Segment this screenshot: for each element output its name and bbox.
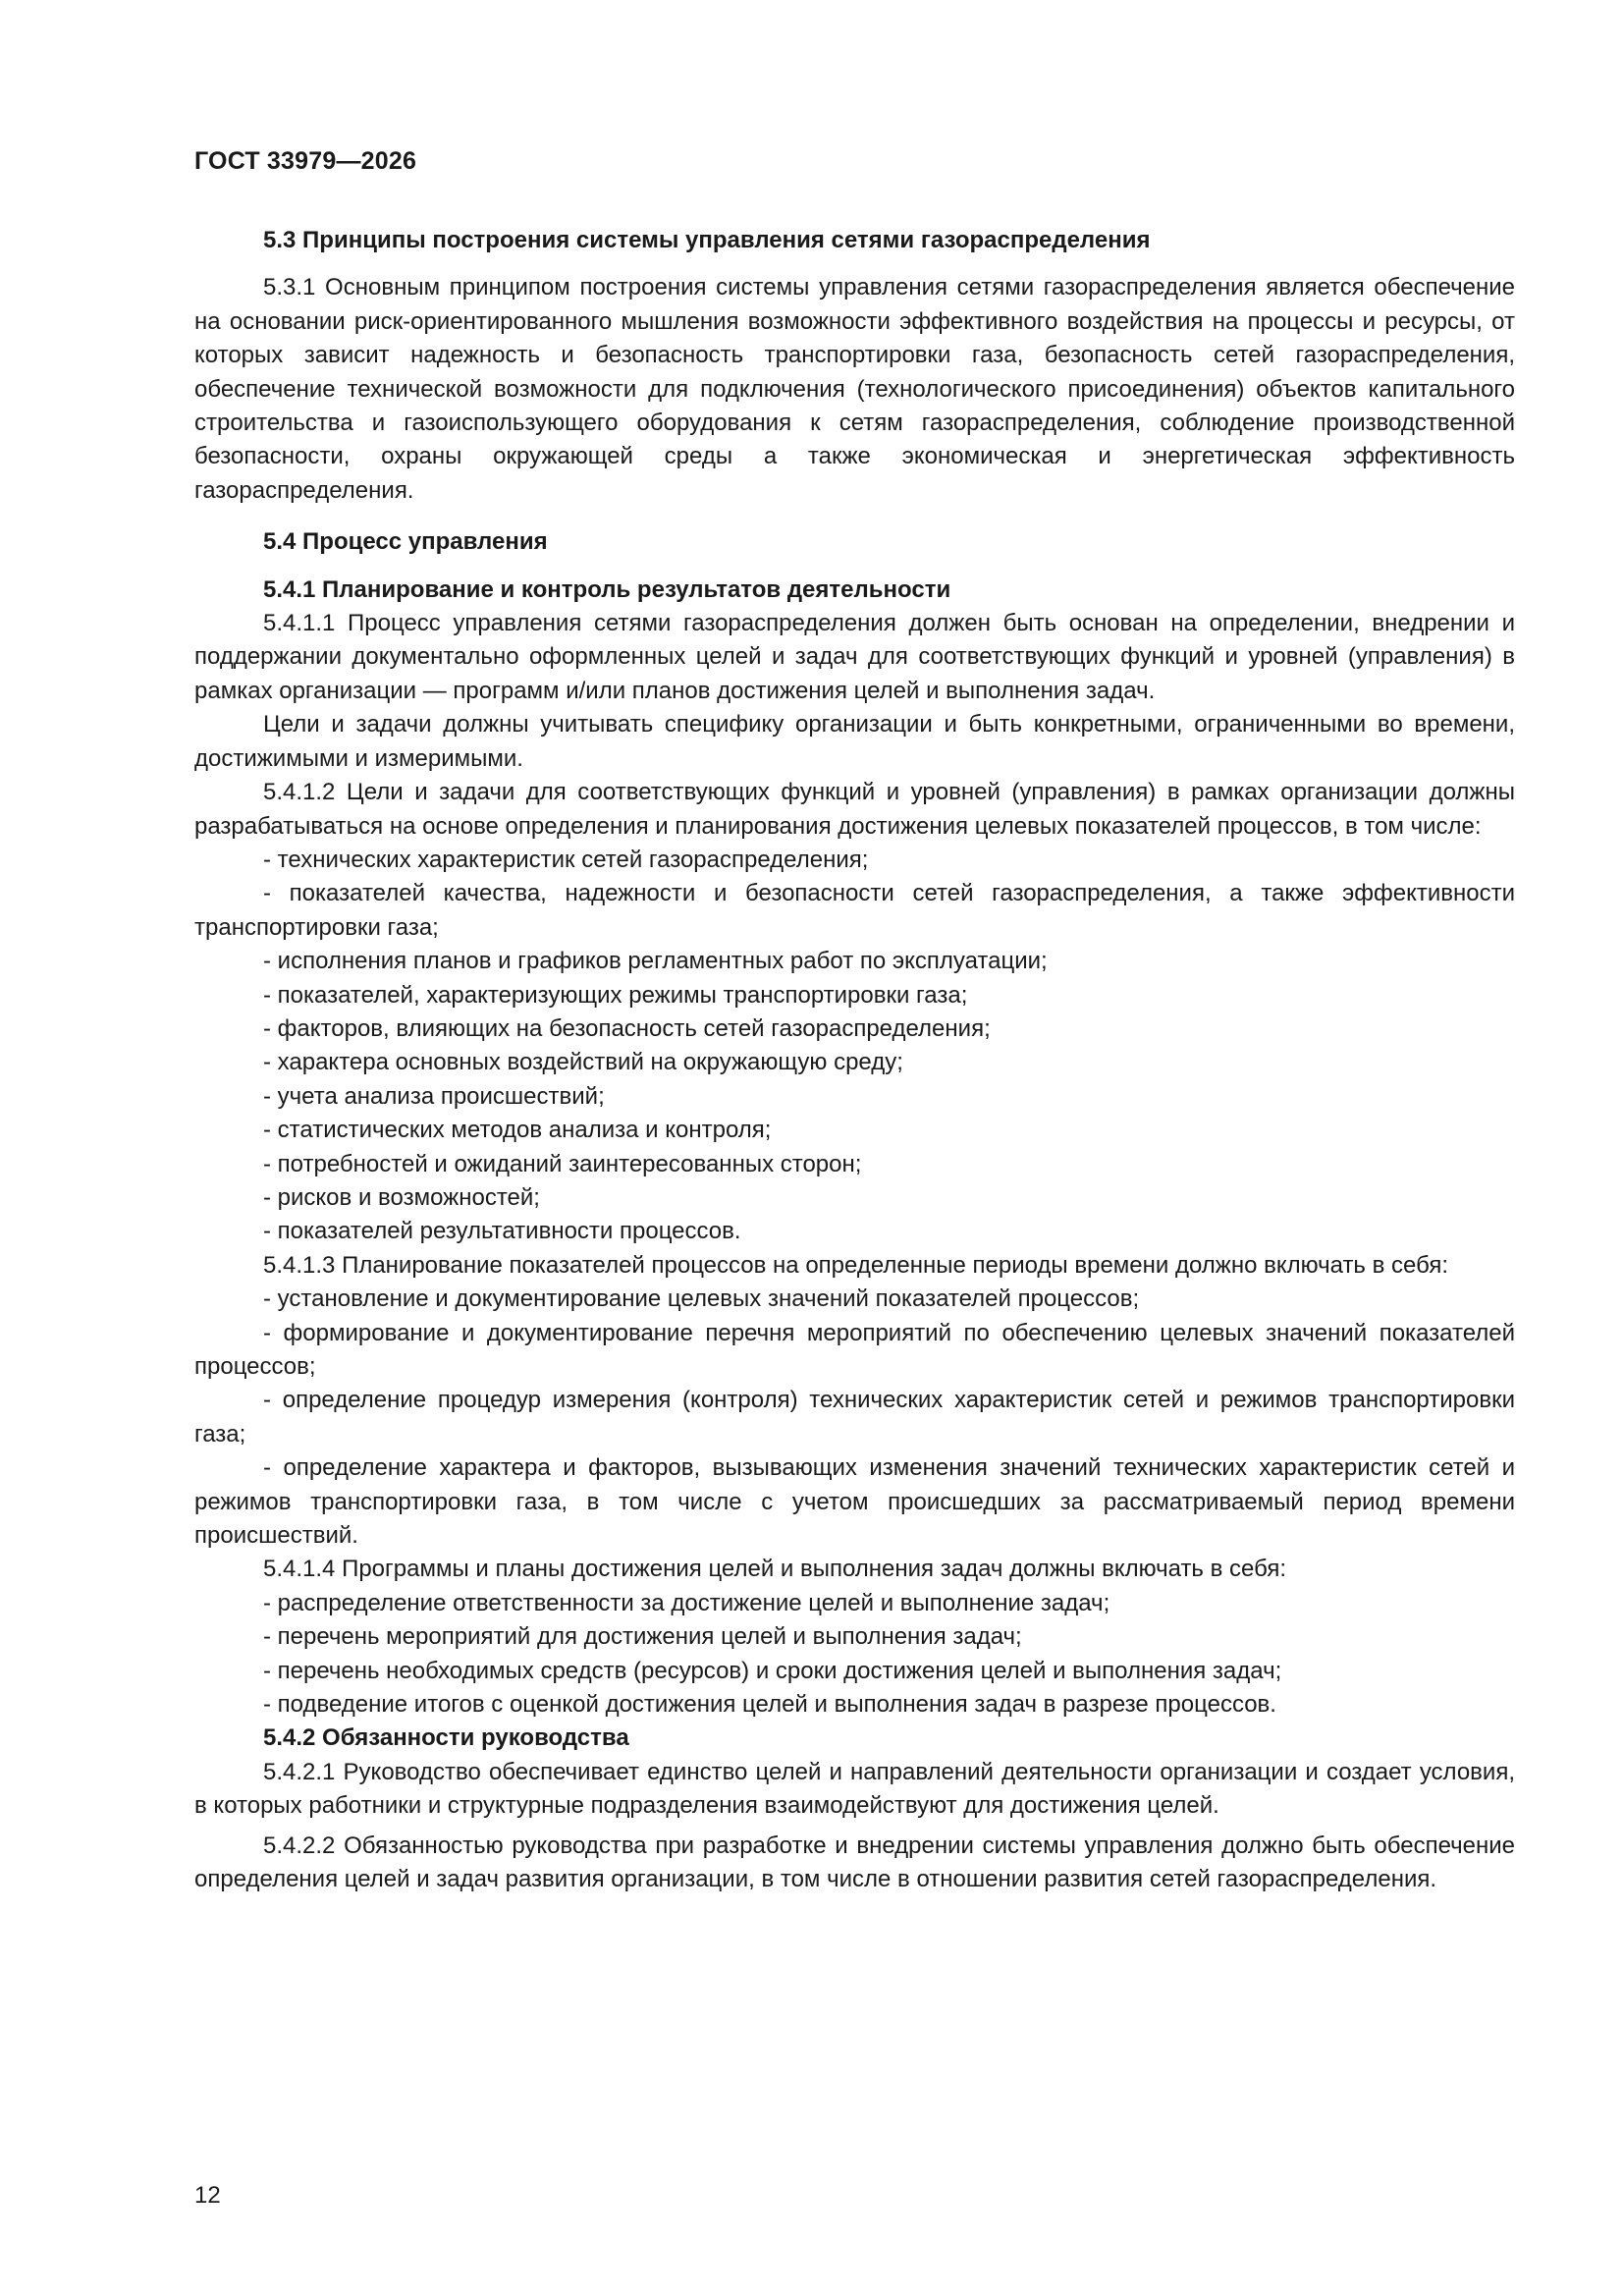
list-item: - учета анализа происшествий; [263,1082,605,1110]
list-item: - формирование и документирование перечня мероприятий по обеспечению целевых значений показателей процессов; [194,1319,1515,1380]
list-item: - распределение ответственности за достижение целей и выполнение задач; [263,1589,1110,1616]
section-5-3-heading: 5.3 Принципы построения системы управления сетями газораспределения [263,227,1151,253]
list-item: - определение характера и факторов, вызывающих изменения значений технических характеристик сетей и режимов транспортировки газа, в том числе с учетом происшедших за рассматриваемый период времени происшествий. [194,1454,1515,1550]
list-item: - установление и документирование целевых значений показателей процессов; [263,1285,1140,1313]
list-item: - статистических методов анализа и контроля; [263,1117,772,1144]
list-item: - определение процедур измерения (контроля) технических характеристик сетей и режимов транспортировки газа; [194,1387,1515,1448]
section-5-4-heading: 5.4 Процесс управления [263,528,548,556]
list-item: - подведение итогов с оценкой достижения целей и выполнения задач в разрезе процессов. [263,1691,1276,1719]
list-5-4-1-2 [194,844,1515,1249]
list-item: - перечень мероприятий для достижения целей и выполнения задач; [263,1623,1022,1651]
list-item: - исполнения планов и графиков регламентных работ по эксплуатации; [263,948,1048,975]
paragraph-5-4-1-2: 5.4.1.2 Цели и задачи для соответствующих функций и уровней (управления) в рамках организации должны разрабатываться на основе определения и планирования достижения целевых показателей процессов, в том числе: [194,779,1515,840]
document-body [194,224,1515,1897]
list-item: - перечень необходимых средств (ресурсов) и сроки достижения целей и выполнения задач; [263,1657,1282,1684]
paragraph-5-4-1-1-goals: Цели и задачи должны учитывать специфику организации и быть конкретными, ограниченными во времени, достижимыми и измеримыми. [194,711,1515,772]
list-item: - потребностей и ожиданий заинтересованных сторон; [263,1150,862,1177]
list-item: - показателей, характеризующих режимы транспортировки газа; [263,981,968,1009]
list-5-4-1-4 [194,1587,1515,1722]
paragraph-5-4-1-1: 5.4.1.1 Процесс управления сетями газораспределения должен быть основан на определении, внедрении и поддержании документально оформленных целей и задач для соответствующих функций и уровней (управления) в рамках организации — программ и/или планов достижения целей и выполнения задач. [194,610,1515,704]
list-item: - характера основных воздействий на окружающую среду; [263,1049,903,1076]
page-number: 12 [194,2182,221,2209]
list-item: - показателей результативности процессов. [263,1218,741,1245]
paragraph-5-4-2-1: 5.4.2.1 Руководство обеспечивает единство целей и направлений деятельности организации и создает условия, в которых работники и структурные подразделения взаимодействуют для достижения целей. [194,1758,1515,1820]
list-item: - показателей качества, надежности и безопасности сетей газораспределения, а также эффективности транспортировки газа; [194,880,1515,941]
paragraph-5-4-1-3: 5.4.1.3 Планирование показателей процессов на определенные периоды времени должно включать в себя: [263,1251,1448,1279]
section-5-4-1-heading: 5.4.1 Планирование и контроль результатов деятельности [263,575,951,603]
list-5-4-1-3 [194,1283,1515,1553]
section-5-4-2-heading: 5.4.2 Обязанности руководства [263,1724,629,1752]
list-item: - технических характеристик сетей газораспределения; [263,846,869,873]
list-item: - факторов, влияющих на безопасность сетей газораспределения; [263,1014,991,1042]
paragraph-5-3-1: 5.3.1 Основным принципом построения системы управления сетями газораспределения является обеспечение на основании риск-ориентированного мышления возможности эффективного воздействия на процессы и ресурсы, от которых зависит надежность и безопасность транспортировки газа, безопасность сетей газораспределения, обеспечение технической возможности для подключения (технологического присоединения) объектов капитального строительства и газоиспользующего оборудования к сетям газораспределения, соблюдение производственной безопасности, охраны окружающей среды а также экономическая и энергетическая эффективность газораспределения. [194,274,1515,504]
paragraph-5-4-2-2: 5.4.2.2 Обязанностью руководства при разработке и внедрении системы управления должно быть обеспечение определения целей и задач развития организации, в том числе в отношении развития сетей газораспределения. [194,1831,1515,1893]
paragraph-5-4-1-4: 5.4.1.4 Программы и планы достижения целей и выполнения задач должны включать в себя: [263,1556,1286,1583]
document-header: ГОСТ 33979—2026 [194,147,417,175]
list-item: - рисков и возможностей; [263,1183,540,1211]
